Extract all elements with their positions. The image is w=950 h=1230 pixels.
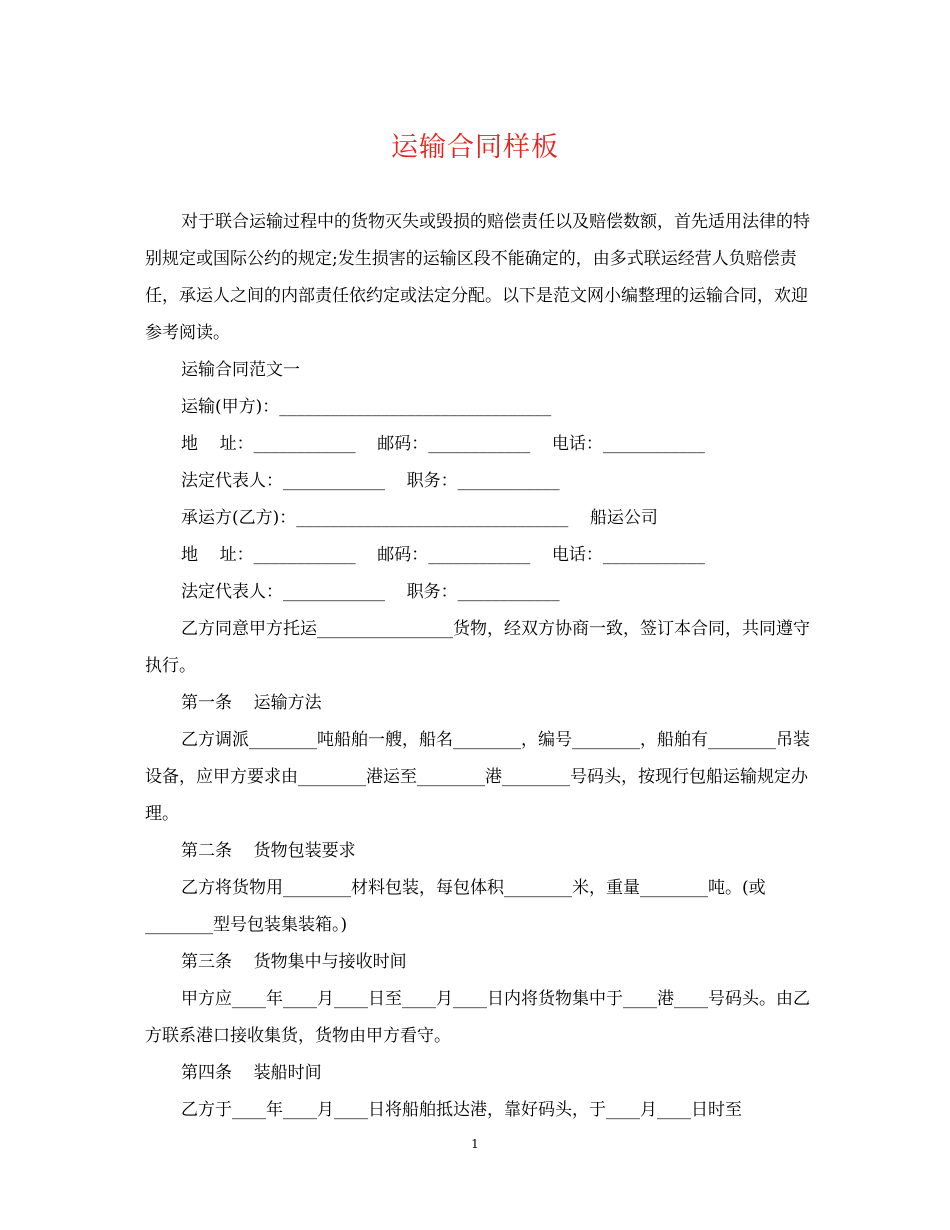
- article-4-body: 乙方于____年____月____日将船舶抵达港，靠好码头，于____月____日时至: [181, 1100, 742, 1120]
- carrier-representative-line: 法定代表人：____________ 职务：____________: [181, 582, 560, 602]
- document-title: 运输合同样板: [391, 132, 559, 163]
- carrier-address-line: 地 址：____________ 邮码：____________ 电话：____________: [181, 545, 705, 565]
- sample-heading: 运输合同范文一: [181, 360, 300, 380]
- shipper-line: 运输(甲方)：________________________________: [181, 397, 552, 417]
- document-body: [145, 204, 810, 1129]
- page-number: 1: [471, 1137, 479, 1151]
- article-2-body: 乙方将货物用________材料包装，每包体积________米，重量________吨。(或________型号包装集装箱。): [145, 878, 766, 935]
- consent-paragraph: 乙方同意甲方托运________________货物，经双方协商一致，签订本合同，共同遵守执行。: [145, 619, 810, 676]
- intro-paragraph: 对于联合运输过程中的货物灭失或毁损的赔偿责任以及赔偿数额，首先适用法律的特别规定或国际公约的规定;发生损害的运输区段不能确定的，由多式联运经营人负赔偿责任，承运人之间的内部责任依约定或法定分配。以下是范文网小编整理的运输合同，欢迎参考阅读。: [145, 212, 810, 343]
- article-3-heading: 第三条 货物集中与接收时间: [181, 952, 407, 972]
- article-1-body: 乙方调派________吨船舶一艘，船名________，编号________，船舶有________吊装设备，应甲方要求由________港运至________港________号码头，按现行包船运输规定办理。: [145, 730, 810, 824]
- shipper-representative-line: 法定代表人：____________ 职务：____________: [181, 471, 560, 491]
- article-4-heading: 第四条 装船时间: [181, 1063, 322, 1083]
- article-1-heading: 第一条 运输方法: [181, 693, 322, 713]
- article-3-body: 甲方应____年____月____日至____月____日内将货物集中于____港____号码头。由乙方联系港口接收集货，货物由甲方看守。: [145, 989, 810, 1046]
- shipper-address-line: 地 址：____________ 邮码：____________ 电话：____________: [181, 434, 705, 454]
- article-2-heading: 第二条 货物包装要求: [181, 841, 356, 861]
- carrier-line: 承运方(乙方)：________________________________ 船运公司: [181, 508, 658, 528]
